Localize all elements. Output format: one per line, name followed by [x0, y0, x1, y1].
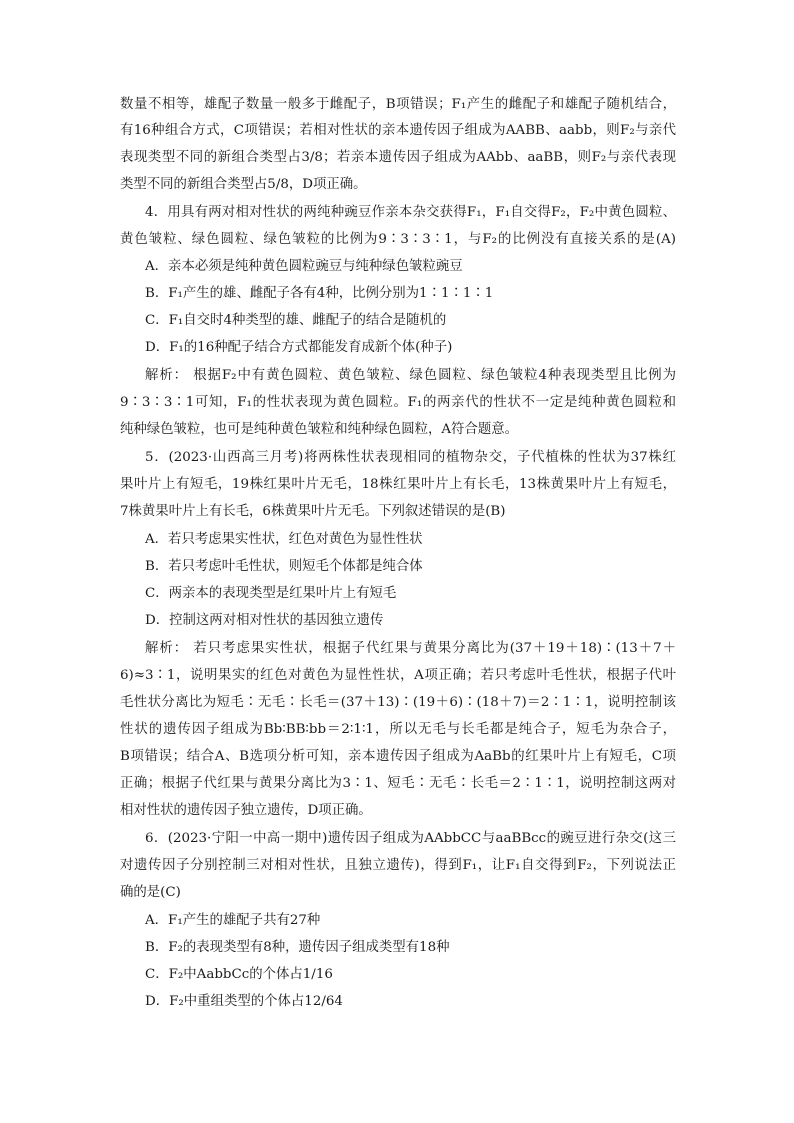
- text-line: A．亲本必须是纯种黄色圆粒豌豆与纯种绿色皱粒豌豆: [145, 259, 463, 274]
- text-line: 性状的遗传因子组成为Bb∶BB∶bb＝2∶1∶1，所以无毛与长毛都是纯合子，短毛为杂合子，: [120, 722, 676, 737]
- text-line: C．F₂中AabbCc的个体占1/16: [145, 967, 333, 982]
- text-line: 表现类型不同的新组合类型占3/8；若亲本遗传因子组成为AAbb、aaBB，则F₂与亲代表现: [120, 150, 676, 165]
- text-line: B．F₂的表现类型有8种，遗传因子组成类型有18种: [145, 940, 450, 955]
- text-line: 5．(2023·山西高三月考)将两株性状表现相同的植物杂交，子代植株的性状为37株红: [145, 450, 676, 465]
- text-line: 毛性状分离比为短毛∶无毛∶长毛＝(37＋13)∶(19＋6)∶(18＋7)＝2∶1∶1，说明控制该: [120, 695, 676, 710]
- text-line: D．F₂中重组类型的个体占12/64: [145, 994, 343, 1009]
- text-line: 数量不相等，雄配子数量一般多于雌配子，B项错误；F₁产生的雌配子和雄配子随机结合，: [120, 97, 676, 112]
- text-line: C．F₁自交时4种类型的雄、雌配子的结合是随机的: [145, 313, 447, 328]
- text-line: D．F₁的16种配子结合方式都能发育成新个体(种子): [145, 340, 453, 355]
- text-line: 4．用具有两对相对性状的两纯种豌豆作亲本杂交获得F₁，F₁自交得F₂，F₂中黄色圆粒、: [145, 205, 676, 220]
- text-line: 9∶3∶3∶1可知，F₁的性状表现为黄色圆粒。F₁的两亲代的性状不一定是纯种黄色圆粒和: [120, 395, 676, 410]
- text-line: A．若只考虑果实性状，红色对黄色为显性性状: [145, 532, 423, 547]
- text-line: 纯种绿色皱粒，也可是纯种黄色皱粒和纯种绿色圆粒，A符合题意。: [120, 422, 518, 437]
- text-line: B项错误；结合A、B选项分析可知，亲本遗传因子组成为AaBb的红果叶片上有短毛，C项: [120, 749, 676, 764]
- text-line: 黄色皱粒、绿色圆粒、绿色皱粒的比例为9∶3∶3∶1，与F₂的比例没有直接关系的是(A): [120, 232, 676, 247]
- text-line: 6)≈3∶1，说明果实的红色对黄色为显性性状，A项正确；若只考虑叶毛性状，根据子代叶: [120, 668, 676, 683]
- text-line: 相对性状的遗传因子独立遗传，D项正确。: [120, 803, 372, 818]
- text-line: 果叶片上有短毛，19株红果叶片无毛，18株红果叶片上有长毛，13株黄果叶片上有短毛，: [120, 477, 676, 492]
- text-line: 7株黄果叶片上有长毛，6株黄果叶片无毛。下列叙述错误的是(B): [120, 504, 506, 519]
- text-line: 有16种组合方式，C项错误；若相对性状的亲本遗传因子组成为AABB、aabb，则F₂与亲代: [120, 123, 676, 138]
- text-line: 对遗传因子分别控制三对相对性状，且独立遗传)，得到F₁，让F₁自交得到F₂，下列说法正: [120, 858, 676, 873]
- text-line: 正确；根据子代红果与黄果分离比为3∶1、短毛∶无毛∶长毛＝2∶1∶1，说明控制这两对: [120, 776, 676, 791]
- text-line: B．F₁产生的雄、雌配子各有4种，比例分别为1∶1∶1∶1: [145, 286, 494, 301]
- text-line: C．两亲本的表现类型是红果叶片上有短毛: [145, 586, 397, 601]
- text-line: 解析： 根据F₂中有黄色圆粒、黄色皱粒、绿色圆粒、绿色皱粒4种表现类型且比例为: [145, 368, 676, 383]
- text-line: A．F₁产生的雄配子共有27种: [145, 913, 321, 928]
- text-line: 类型不同的新组合类型占5/8，D项正确。: [120, 177, 367, 192]
- text-line: B．若只考虑叶毛性状，则短毛个体都是纯合体: [145, 559, 423, 574]
- text-line: D．控制这两对相对性状的基因独立遗传: [145, 613, 384, 628]
- text-line: 解析： 若只考虑果实性状，根据子代红果与黄果分离比为(37＋19＋18)∶(13＋7＋: [145, 641, 676, 656]
- text-line: 确的是(C): [120, 885, 181, 900]
- text-line: 6．(2023·宁阳一中高一期中)遗传因子组成为AAbbCC与aaBBcc的豌豆进行杂交(这三: [145, 831, 676, 846]
